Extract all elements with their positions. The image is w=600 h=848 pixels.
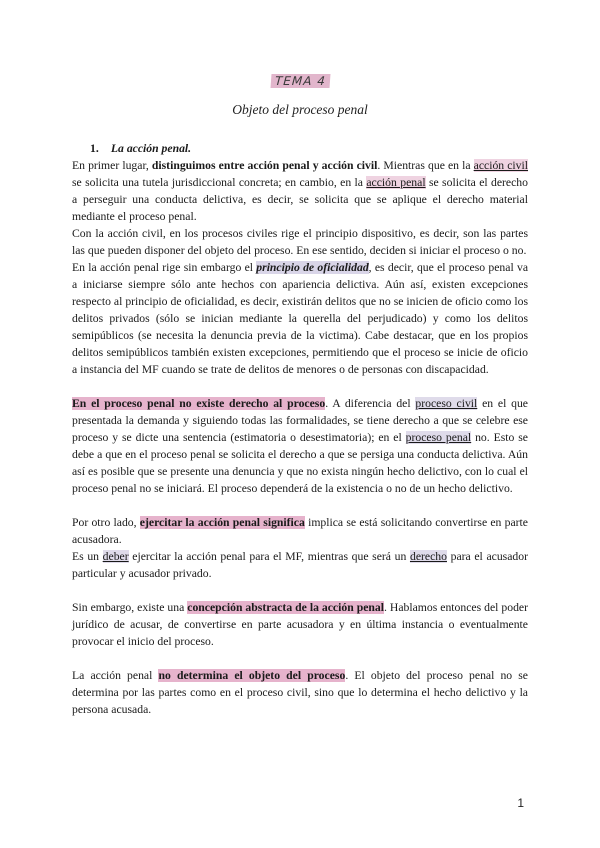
highlight-principio-oficialidad: principio de oficialidad	[256, 261, 369, 274]
text-run: . Hablamos entonces del poder jurídico de acusar, de convertirse en parte acusadora y en última instancia o eventualmente provocar el inicio del proceso.	[72, 601, 529, 648]
highlight-concepcion-abstracta: concepción abstracta de la acción penal	[187, 601, 384, 614]
paragraph-derecho-al-proceso	[72, 395, 528, 497]
document-subtitle: Objeto del proceso penal	[232, 102, 368, 117]
page-number: 1	[517, 796, 524, 810]
spacer	[72, 378, 528, 395]
bold-phrase: distinguimos entre acción penal y acción civil	[151, 159, 378, 172]
paragraph-ejercitar-accion	[72, 514, 528, 548]
section-title: La acción penal.	[110, 142, 192, 155]
highlight-proceso-penal: proceso penal	[405, 431, 472, 444]
text-run: En primer lugar,	[72, 159, 152, 172]
text-run: La acción penal	[72, 669, 159, 682]
highlight-no-determina-objeto: no determina el objeto del proceso	[158, 669, 346, 682]
paragraph-principio-dispositivo: Con la acción civil, en los procesos civiles rige el principio dispositivo, es decir, son las partes las que pueden disponer del objeto del proceso. En ese sentido, deciden si iniciar el proceso o no.	[72, 227, 528, 257]
highlight-no-derecho-proceso: En el proceso penal no existe derecho al proceso	[72, 397, 326, 410]
topic-title: TEMA 4	[270, 74, 330, 88]
paragraph-accion-penal-civil	[72, 157, 528, 225]
text-run: no. Esto se debe a que en el proceso penal se solicita el derecho a que se persiga una conducta delictiva. Aún así es posible que se presente una denuncia y que no exista ningún hecho delictivo, con lo cual el proceso penal no se iniciará. El proceso dependerá de la existencia o no de un hecho delictivo.	[72, 431, 528, 495]
paragraph-concepcion-abstracta	[72, 599, 528, 650]
text-run: se solicita el derecho a perseguir una conducta delictiva, es decir, se solicita que se aplique el derecho material mediante el proceso penal.	[72, 176, 528, 223]
highlight-accion-civil: acción civil	[473, 159, 529, 172]
paragraph-deber-derecho	[72, 548, 528, 582]
text-run: Sin embargo, existe una	[72, 601, 188, 614]
text-run: , es decir, que el proceso penal va a iniciarse siempre sólo ante hechos con apariencia delictiva. Aún así, existen excepciones respecto al principio de oficialidad, es decir, existirán delitos que no se inicien de oficio como los delitos privados (sólo se inician mediante la querella del perjudicado) y como los delitos semipúblicos (se necesita la denuncia previa de la victima). Cabe destacar, que en los propios delitos semipúblicos también existen excepciones, permitiendo que el proceso se inicie de oficio a instancia del MF cuando se trate de delitos de menores o de personas con discapacidad.	[72, 261, 529, 376]
highlight-derecho: derecho	[409, 550, 447, 563]
spacer	[72, 650, 528, 667]
text-run: Por otro lado,	[72, 516, 140, 529]
text-run: . Mientras que en la	[377, 159, 474, 172]
text-run: implica se está solicitando convertirse en parte acusadora.	[72, 516, 528, 546]
text-run: se solicita una tutela jurisdiccional concreta; en cambio, en la	[72, 176, 367, 189]
title-block	[0, 72, 600, 90]
text-run: . El objeto del proceso penal no se determina por las partes como en el proceso civil, sino que lo determina el hecho delictivo y la persona acusada.	[72, 669, 528, 716]
paragraph-objeto-proceso	[72, 667, 528, 718]
spacer	[72, 497, 528, 514]
highlight-proceso-civil: proceso civil	[415, 397, 478, 410]
text-run: . A diferencia del	[325, 397, 416, 410]
text-run: Es un	[72, 550, 103, 563]
highlight-ejercitar-accion: ejercitar la acción penal significa	[139, 516, 305, 529]
highlight-deber: deber	[102, 550, 129, 563]
highlight-accion-penal: acción penal	[366, 176, 426, 189]
spacer	[72, 582, 528, 599]
text-run: En la acción penal rige sin embargo el	[72, 261, 257, 274]
paragraph-principio-oficialidad	[72, 259, 528, 378]
section-heading	[90, 140, 528, 157]
text-run: en el que presentada la demanda y siguiendo todas las formalidades, se tiene derecho a que se celebre ese proceso y se dicte una sentencia (estimatoria o desestimatoria); en el	[72, 397, 528, 444]
document-body	[72, 140, 528, 718]
text-run: ejercitar la acción penal para el MF, mientras que será un	[128, 550, 410, 563]
text-run: para el acusador particular y acusador privado.	[72, 550, 528, 580]
section-number: 1.	[90, 142, 99, 155]
